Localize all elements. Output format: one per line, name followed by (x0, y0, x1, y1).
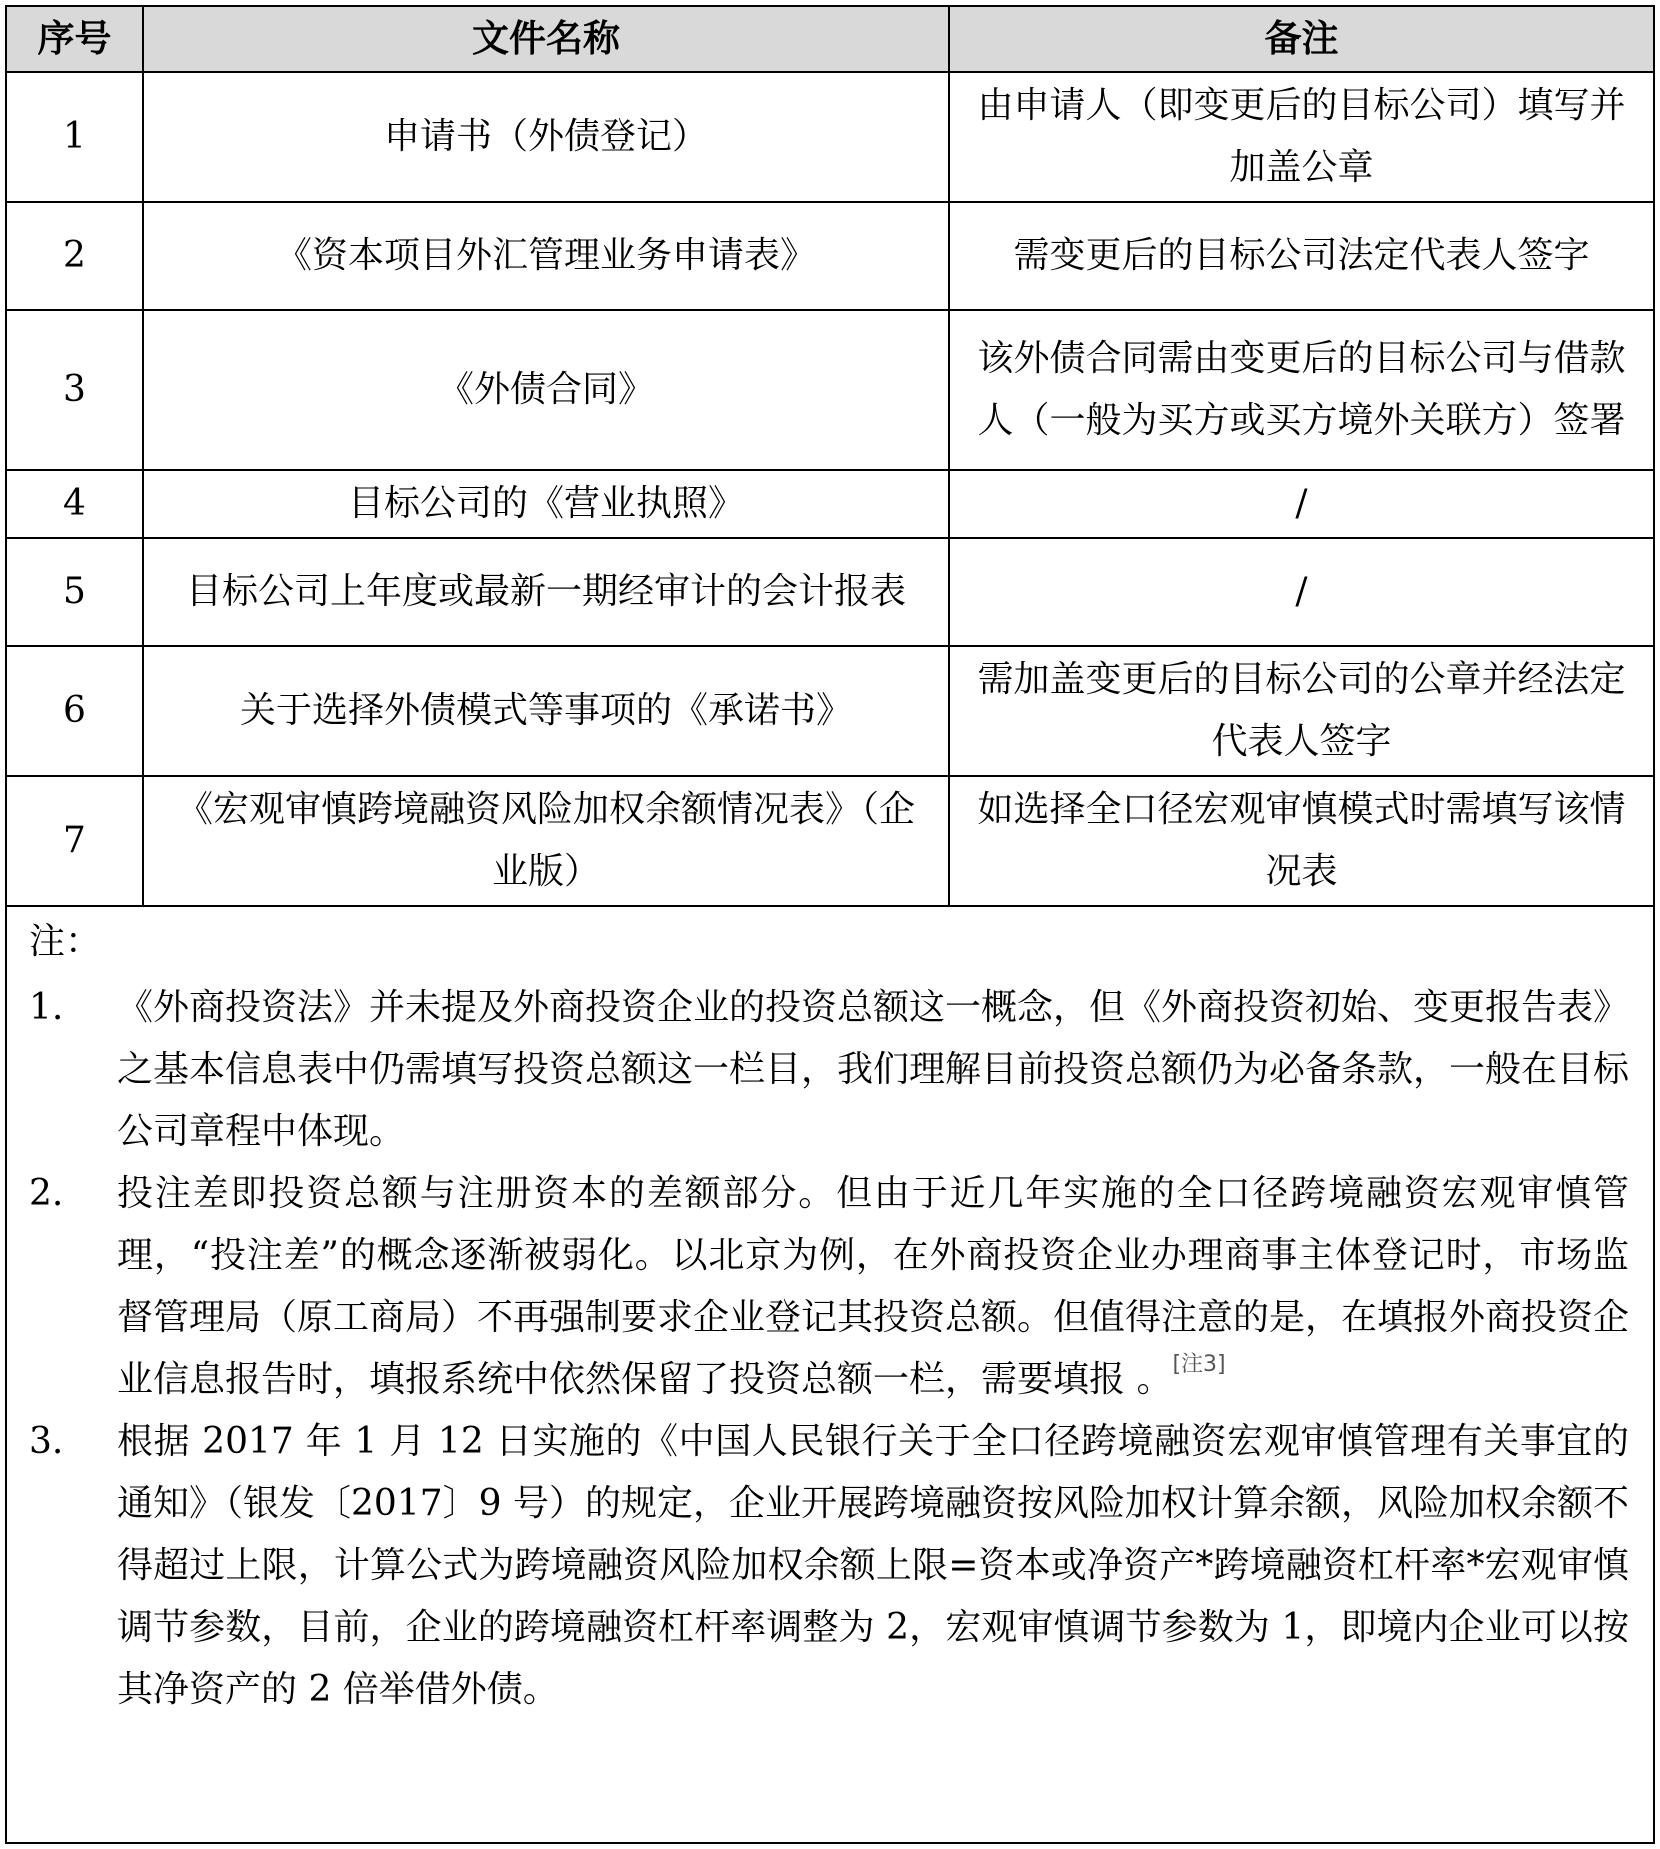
note-text: 《外商投资法》并未提及外商投资企业的投资总额这一概念，但《外商投资初始、变更报告表》之基本信息表中仍需填写投资总额这一栏目，我们理解目前投资总额仍为必备条款，一般在目标公司章程中体现。 (117, 987, 1630, 1152)
row-remark: 需变更后的目标公司法定代表人签字 (949, 202, 1653, 310)
note-item (29, 977, 1629, 1163)
note-text: 根据 2017 年 1 月 12 日实施的《中国人民银行关于全口径跨境融资宏观审慎管理有关事宜的通知》（银发〔2017〕9 号）的规定，企业开展跨境融资按风险加权计算余额，风险加权余额不得超过上限，计算公式为跨境融资风险加权余额上限=资本或净资产*跨境融资杠杆率*宏观审慎调节参数，目前，企业的跨境融资杠杆率调整为 2，宏观审慎调节参数为 1，即境内企业可以按其净资产的 2 倍举借外债。 (117, 1421, 1629, 1710)
document-sheet (5, 5, 1655, 1844)
row-document-name: 《外债合同》 (143, 310, 949, 470)
table-row (7, 538, 1653, 646)
header-remarks: 备注 (949, 7, 1653, 72)
row-serial-number: 3 (7, 310, 143, 470)
note-number: 2. (29, 1173, 64, 1214)
note-text: 投注差即投资总额与注册资本的差额部分。但由于近几年实施的全口径跨境融资宏观审慎管理，“投注差”的概念逐渐被弱化。以北京为例，在外商投资企业办理商事主体登记时，市场监督管理局（原工商局）不再强制要求企业登记其投资总额。但值得注意的是，在填报外商投资企业信息报告时，填报系统中依然保留了投资总额一栏，需要填报 。 (117, 1173, 1630, 1400)
table-row (7, 470, 1653, 538)
row-remark: / (949, 538, 1653, 646)
row-document-name: 目标公司上年度或最新一期经审计的会计报表 (143, 538, 949, 646)
note-number: 1. (29, 987, 64, 1028)
row-serial-number: 5 (7, 538, 143, 646)
required-documents-table (7, 7, 1653, 907)
table-row (7, 202, 1653, 310)
note-item (29, 1163, 1629, 1411)
note-number: 3. (29, 1421, 64, 1462)
row-document-name: 关于选择外债模式等事项的《承诺书》 (143, 646, 949, 776)
row-document-name: 申请书（外债登记） (143, 72, 949, 202)
row-serial-number: 6 (7, 646, 143, 776)
row-remark: / (949, 470, 1653, 538)
row-serial-number: 4 (7, 470, 143, 538)
row-serial-number: 2 (7, 202, 143, 310)
table-row (7, 72, 1653, 202)
notes-section (7, 907, 1653, 1721)
row-serial-number: 7 (7, 776, 143, 906)
row-serial-number: 1 (7, 72, 143, 202)
header-serial-number: 序号 (7, 7, 143, 72)
row-document-name: 《资本项目外汇管理业务申请表》 (143, 202, 949, 310)
header-document-name: 文件名称 (143, 7, 949, 72)
row-document-name: 目标公司的《营业执照》 (143, 470, 949, 538)
row-remark: 该外债合同需由变更后的目标公司与借款人（一般为买方或买方境外关联方）签署 (949, 310, 1653, 470)
table-row (7, 310, 1653, 470)
footnote-reference-link[interactable]: [注3] (1172, 1352, 1226, 1377)
table-row (7, 776, 1653, 906)
row-remark: 需加盖变更后的目标公司的公章并经法定代表人签字 (949, 646, 1653, 776)
note-item (29, 1411, 1629, 1721)
row-remark: 由申请人（即变更后的目标公司）填写并加盖公章 (949, 72, 1653, 202)
row-remark: 如选择全口径宏观审慎模式时需填写该情况表 (949, 776, 1653, 906)
row-document-name: 《宏观审慎跨境融资风险加权余额情况表》（企业版） (143, 776, 949, 906)
notes-title: 注： (29, 921, 102, 962)
table-row (7, 646, 1653, 776)
table-header-row (7, 7, 1653, 72)
